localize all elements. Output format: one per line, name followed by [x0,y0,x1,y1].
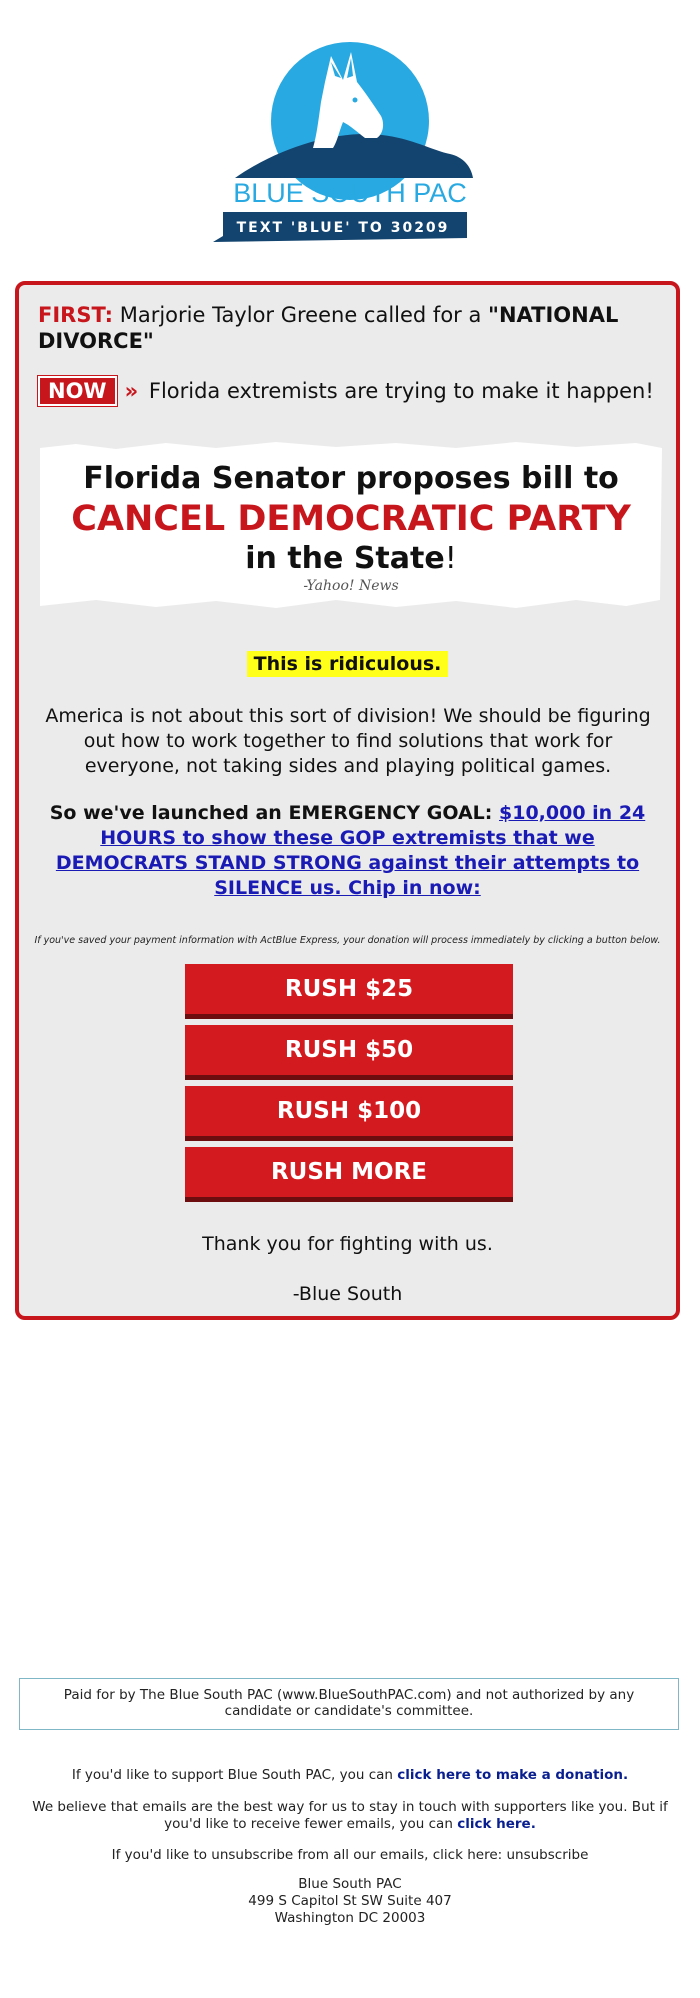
address-name: Blue South PAC [298,1876,402,1892]
support-prefix: If you'd like to support Blue South PAC, you can [71,1767,393,1783]
thanks-text: Thank you for fighting with us. [202,1233,493,1255]
rush-100-button[interactable]: RUSH $100 [185,1086,513,1141]
ridiculous-text: This is ridiculous. [247,651,449,677]
paid-for-disclaimer: Paid for by The Blue South PAC (www.BlueSouthPAC.com) and not authorized by any candidate or candidate's committee. [19,1678,679,1730]
support-line [20,1767,680,1784]
actblue-fine-print: If you've saved your payment information with ActBlue Express, your donation will process immediately by clicking a button below. [34,935,661,946]
donation-link[interactable]: click here to make a donation. [397,1767,629,1783]
donkey-logo-icon [205,42,495,252]
fewer-emails-text: We believe that emails are the best way for us to stay in touch with supporters like you. But if you'd like to receive fewer emails, you can [32,1799,668,1832]
headline-line3-b: ! [444,541,457,576]
headline-line3-a: in the State [245,541,445,576]
fewer-emails-link[interactable]: click here. [457,1816,536,1832]
rush-more-button[interactable]: RUSH MORE [185,1147,513,1202]
appeal-card [15,281,680,1320]
logo-brand-text: BLUE SOUTH PAC [233,178,467,208]
headline-image[interactable] [36,440,666,612]
first-label: FIRST: [38,303,114,327]
fewer-emails-line [20,1799,680,1833]
headline-line3 [245,541,456,576]
unsubscribe-text: If you'd like to unsubscribe from all our emails, click here: [111,1847,503,1863]
unsubscribe-link[interactable]: unsubscribe [506,1847,589,1863]
ridiculous-highlight [19,653,676,675]
signature: -Blue South [292,1283,403,1305]
first-text: Marjorie Taylor Greene called for a [119,303,482,327]
first-quote: "NATIONAL DIVORCE" [38,303,619,353]
goal-donate-link[interactable]: $10,000 in 24 HOURS to show these GOP extremists that we DEMOCRATS STAND STRONG against their attempts to SILENCE us. Chip in now: [55,802,646,899]
mailing-address [20,1876,680,1927]
goal-prefix: So we've launched an EMERGENCY GOAL: [49,802,493,824]
now-text: Florida extremists are trying to make it happen! [148,379,654,403]
now-badge: NOW [38,376,117,406]
rush-50-button[interactable]: RUSH $50 [185,1025,513,1080]
first-line [38,302,658,354]
body-paragraph: America is not about this sort of division! We should be figuring out how to work together to find solutions that work for everyone, not taking sides and playing political games. [45,705,651,777]
rush-25-button[interactable]: RUSH $25 [185,964,513,1019]
logo-text-cta: TEXT 'BLUE' TO 30209 [236,220,450,236]
address-city: Washington DC 20003 [274,1910,426,1926]
headline-line2: CANCEL DEMOCRATIC PARTY [71,499,631,539]
headline-source: -Yahoo! News [303,578,399,594]
address-street: 499 S Capitol St SW Suite 407 [248,1893,452,1909]
blue-south-pac-logo[interactable] [205,42,495,252]
emergency-goal [35,801,660,901]
now-line [38,376,658,406]
chevron-right-icon: » [124,379,139,403]
unsubscribe-line [20,1847,680,1864]
headline-line1: Florida Senator proposes bill to [83,461,619,496]
